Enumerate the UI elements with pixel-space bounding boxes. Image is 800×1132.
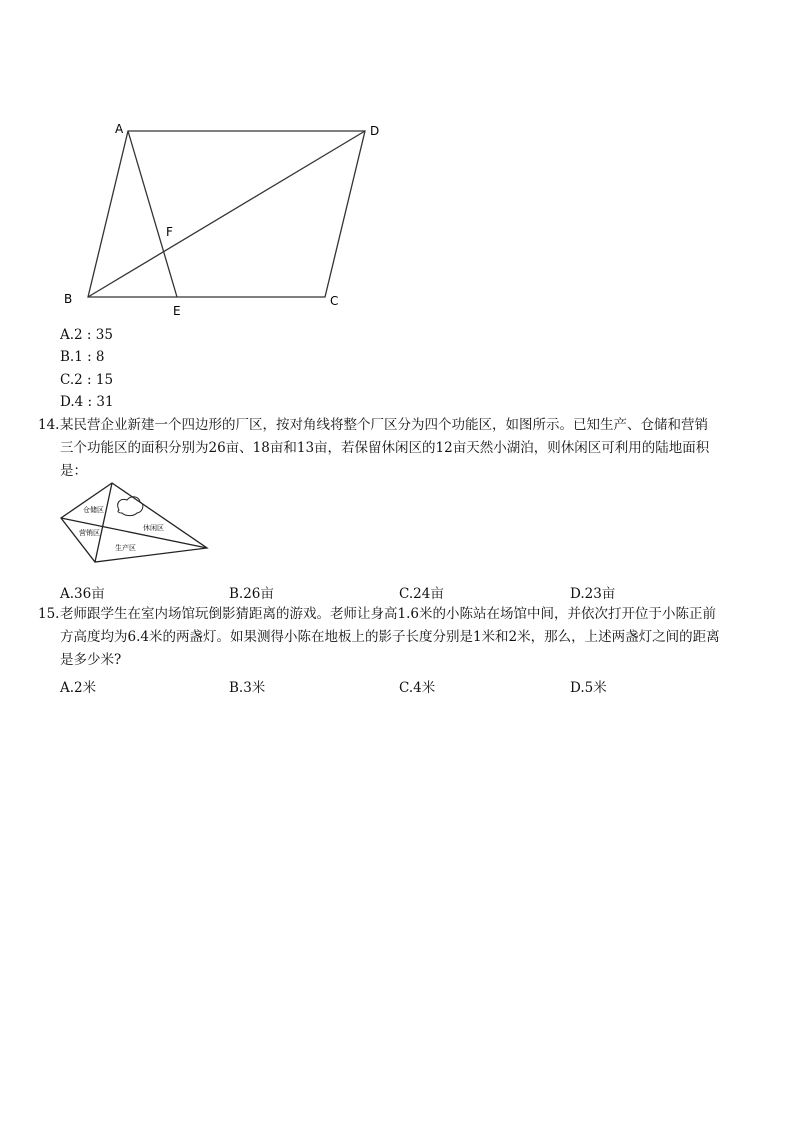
question-14 (38, 414, 758, 483)
q15-option-c[interactable]: C.4米 (399, 680, 436, 696)
label-storage: 仓储区 (83, 506, 104, 514)
question-14-line-1: 某民营企业新建一个四边形的厂区，按对角线将整个厂区分为四个功能区，如图所示。已知生产、仓储和营销 (60, 417, 708, 433)
q15-option-b[interactable]: B.3米 (229, 680, 266, 696)
label-b: B (64, 292, 73, 306)
q15-option-d[interactable]: D.5米 (570, 680, 607, 696)
question-14-choices (60, 582, 760, 602)
segment-ae (128, 131, 177, 297)
label-sales: 营销区 (79, 529, 100, 537)
parallelogram-figure (55, 115, 400, 325)
question-15-line-1: 老师跟学生在室内场馆玩倒影猜距离的游戏。老师让身高1.6米的小陈站在场馆中间，并依次打开位于小陈正前 (60, 606, 716, 622)
q14-option-a[interactable]: A.36亩 (60, 586, 105, 602)
factory-figure (55, 478, 215, 566)
q13-option-d[interactable]: D.4 : 31 (60, 394, 114, 410)
label-c: C (330, 294, 339, 308)
label-leisure: 休闲区 (143, 524, 164, 532)
question-15-number: 15. (38, 606, 60, 622)
label-e: E (173, 304, 181, 318)
diagonal-bd (88, 131, 365, 297)
lake-icon (118, 497, 143, 516)
q13-option-a[interactable]: A.2 : 35 (60, 327, 113, 343)
q15-option-a[interactable]: A.2米 (60, 680, 97, 696)
question-14-line-3: 是： (60, 463, 87, 479)
q13-option-b[interactable]: B.1 : 8 (60, 349, 105, 365)
diagonal-1 (95, 483, 112, 562)
label-d: D (370, 124, 380, 138)
label-a: A (115, 122, 124, 136)
question-15-line-3: 是多少米? (60, 652, 122, 668)
label-production: 生产区 (115, 544, 136, 552)
label-f: F (166, 225, 173, 239)
question-15-choices (60, 676, 760, 696)
q13-option-c[interactable]: C.2 : 15 (60, 372, 114, 388)
question-15 (38, 603, 758, 672)
q14-option-d[interactable]: D.23亩 (570, 586, 616, 602)
q14-option-b[interactable]: B.26亩 (229, 586, 274, 602)
question-14-number: 14. (38, 417, 60, 433)
question-15-line-2: 方高度均为6.4米的两盏灯。如果测得小陈在地板上的影子长度分别是1米和2米，那么，上述两盏灯之间的距离 (60, 629, 720, 645)
q14-option-c[interactable]: C.24亩 (399, 586, 444, 602)
question-14-line-2: 三个功能区的面积分别为26亩、18亩和13亩，若保留休闲区的12亩天然小湖泊，则休闲区可利用的陆地面积 (60, 440, 710, 456)
